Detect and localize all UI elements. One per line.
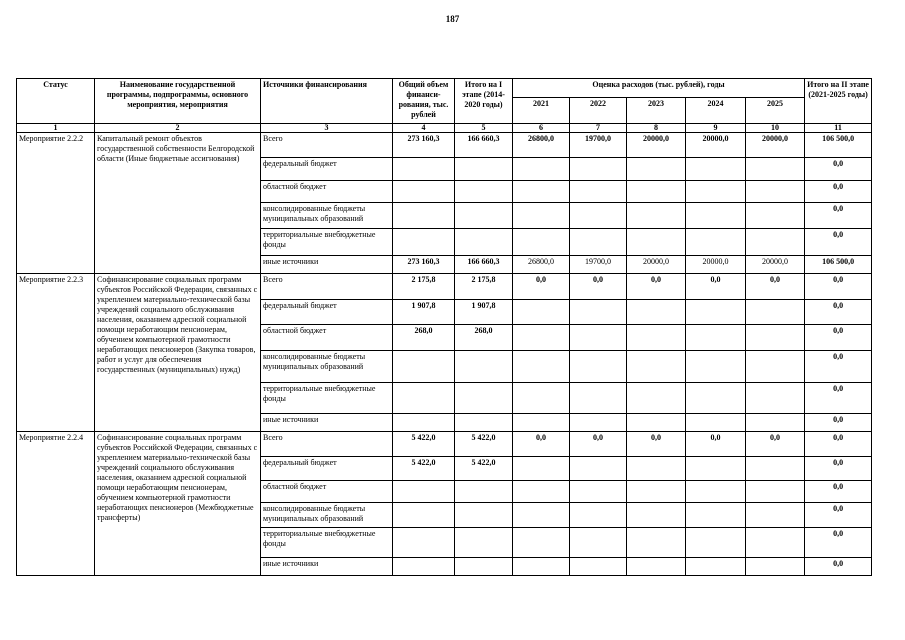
column-index: 1: [17, 124, 95, 133]
value-cell-y2025: [746, 528, 805, 558]
value-cell-y2021: [513, 181, 570, 203]
value-cell-y2022: [570, 351, 627, 383]
header-year-2022: 2022: [570, 98, 627, 124]
value-cell-y2021: 0,0: [513, 274, 570, 300]
value-cell-stage1: [455, 383, 513, 414]
source-cell: территориальные внебюджетные фонды: [261, 383, 393, 414]
value-cell-y2024: 20000,0: [686, 133, 746, 158]
value-cell-y2021: [513, 457, 570, 481]
status-cell: Мероприятие 2.2.2: [17, 133, 95, 274]
value-cell-y2023: [627, 457, 686, 481]
source-cell: областной бюджет: [261, 181, 393, 203]
value-cell-stage2: 0,0: [805, 325, 872, 351]
value-cell-y2022: [570, 481, 627, 503]
name-cell: Софинансирование социальных программ субъектов Российской Федерации, связанных с укреплением материально-технической базы учреждений социального обслуживания населения, оказанием адресной социальной помощи неработающим пенсионерам, обучением компьютерной грамотности неработающих пенсионеров (Закупка товаров, работ и услуг для обеспечения государственных (муниципальных) нужд): [95, 274, 261, 432]
value-cell-y2024: 20000,0: [686, 256, 746, 274]
value-cell-y2021: [513, 558, 570, 576]
header-year-2021: 2021: [513, 98, 570, 124]
value-cell-y2025: 20000,0: [746, 133, 805, 158]
budget-table: [16, 78, 872, 576]
value-cell-y2025: [746, 414, 805, 432]
column-index: 4: [393, 124, 455, 133]
value-cell-y2023: [627, 203, 686, 229]
header-total: Общий объем финанси-рования, тыс. рублей: [393, 79, 455, 124]
value-cell-y2022: [570, 158, 627, 181]
value-cell-total: 273 160,3: [393, 256, 455, 274]
value-cell-y2023: 20000,0: [627, 133, 686, 158]
value-cell-stage2: 0,0: [805, 414, 872, 432]
value-cell-total: [393, 503, 455, 528]
value-cell-stage1: [455, 528, 513, 558]
value-cell-y2025: [746, 203, 805, 229]
value-cell-y2024: [686, 383, 746, 414]
value-cell-y2022: [570, 503, 627, 528]
value-cell-stage2: 0,0: [805, 383, 872, 414]
value-cell-stage2: 0,0: [805, 300, 872, 325]
value-cell-y2024: [686, 158, 746, 181]
source-cell: федеральный бюджет: [261, 158, 393, 181]
value-cell-y2021: [513, 300, 570, 325]
value-cell-stage2: 0,0: [805, 158, 872, 181]
value-cell-y2022: [570, 300, 627, 325]
value-cell-stage1: [455, 503, 513, 528]
value-cell-y2023: [627, 325, 686, 351]
source-cell: иные источники: [261, 256, 393, 274]
source-cell: Всего: [261, 133, 393, 158]
value-cell-y2023: [627, 558, 686, 576]
value-cell-y2024: 0,0: [686, 274, 746, 300]
value-cell-stage2: 0,0: [805, 503, 872, 528]
value-cell-y2024: [686, 503, 746, 528]
value-cell-y2024: [686, 325, 746, 351]
value-cell-y2023: [627, 229, 686, 256]
column-index: 9: [686, 124, 746, 133]
value-cell-y2021: [513, 158, 570, 181]
value-cell-stage1: 166 660,3: [455, 133, 513, 158]
value-cell-y2021: [513, 351, 570, 383]
value-cell-y2024: [686, 528, 746, 558]
value-cell-stage1: 2 175,8: [455, 274, 513, 300]
source-cell: консолидированные бюджеты муниципальных образований: [261, 203, 393, 229]
column-index: 8: [627, 124, 686, 133]
value-cell-y2022: [570, 457, 627, 481]
table-row: [17, 432, 872, 457]
value-cell-total: [393, 203, 455, 229]
value-cell-stage1: [455, 414, 513, 432]
value-cell-stage2: 0,0: [805, 481, 872, 503]
value-cell-total: [393, 181, 455, 203]
source-cell: территориальные внебюджетные фонды: [261, 229, 393, 256]
value-cell-y2022: [570, 383, 627, 414]
value-cell-y2023: 0,0: [627, 274, 686, 300]
value-cell-stage1: 268,0: [455, 325, 513, 351]
column-index: 2: [95, 124, 261, 133]
value-cell-stage1: [455, 481, 513, 503]
value-cell-y2021: [513, 383, 570, 414]
value-cell-y2023: [627, 414, 686, 432]
value-cell-y2024: 0,0: [686, 432, 746, 457]
value-cell-y2024: [686, 203, 746, 229]
value-cell-y2025: [746, 300, 805, 325]
value-cell-y2024: [686, 414, 746, 432]
value-cell-total: [393, 158, 455, 181]
value-cell-stage2: 0,0: [805, 528, 872, 558]
value-cell-y2021: [513, 203, 570, 229]
value-cell-y2024: [686, 558, 746, 576]
value-cell-y2024: [686, 300, 746, 325]
column-index: 5: [455, 124, 513, 133]
header-source: Источники финансирования: [261, 79, 393, 124]
value-cell-y2022: [570, 558, 627, 576]
value-cell-stage2: 0,0: [805, 203, 872, 229]
value-cell-y2025: [746, 383, 805, 414]
header-estimate: Оценка расходов (тыс. рублей), годы: [513, 79, 805, 98]
value-cell-y2021: 26800,0: [513, 256, 570, 274]
value-cell-y2025: [746, 351, 805, 383]
value-cell-stage2: 106 500,0: [805, 256, 872, 274]
header-status: Статус: [17, 79, 95, 124]
column-index: 6: [513, 124, 570, 133]
value-cell-stage1: 166 660,3: [455, 256, 513, 274]
value-cell-y2023: [627, 181, 686, 203]
value-cell-y2025: 0,0: [746, 432, 805, 457]
value-cell-y2024: [686, 457, 746, 481]
source-cell: иные источники: [261, 558, 393, 576]
value-cell-stage2: 0,0: [805, 432, 872, 457]
value-cell-y2022: 0,0: [570, 432, 627, 457]
table-body: [17, 133, 872, 576]
page-number: 187: [445, 14, 460, 24]
value-cell-y2021: 26800,0: [513, 133, 570, 158]
column-index: 3: [261, 124, 393, 133]
value-cell-stage1: [455, 351, 513, 383]
value-cell-total: [393, 558, 455, 576]
value-cell-stage2: 0,0: [805, 181, 872, 203]
value-cell-y2022: 0,0: [570, 274, 627, 300]
value-cell-y2022: [570, 181, 627, 203]
value-cell-total: [393, 229, 455, 256]
header-name: Наименование государственной программы, подпрограммы, основного мероприятия, мероприятия: [95, 79, 261, 124]
value-cell-y2022: [570, 229, 627, 256]
value-cell-y2023: [627, 503, 686, 528]
value-cell-y2022: 19700,0: [570, 256, 627, 274]
value-cell-y2024: [686, 481, 746, 503]
value-cell-y2025: [746, 503, 805, 528]
value-cell-y2021: [513, 414, 570, 432]
value-cell-y2025: 0,0: [746, 274, 805, 300]
value-cell-y2021: [513, 481, 570, 503]
column-index-row: [17, 124, 872, 133]
value-cell-y2023: [627, 481, 686, 503]
source-cell: федеральный бюджет: [261, 457, 393, 481]
name-cell: Софинансирование социальных программ субъектов Российской Федерации, связанных с укреплением материально-технической базы учреждений социального обслуживания населения, оказанием адресной социальной помощи неработающим пенсионерам, обучением компьютерной грамотности неработающих пенсионеров (Межбюджетные трансферты): [95, 432, 261, 576]
value-cell-stage2: 106 500,0: [805, 133, 872, 158]
value-cell-stage1: [455, 181, 513, 203]
value-cell-stage1: [455, 158, 513, 181]
value-cell-y2025: [746, 229, 805, 256]
column-index: 11: [805, 124, 872, 133]
value-cell-total: [393, 383, 455, 414]
source-cell: Всего: [261, 274, 393, 300]
value-cell-total: [393, 528, 455, 558]
source-cell: иные источники: [261, 414, 393, 432]
value-cell-y2021: [513, 325, 570, 351]
value-cell-y2022: 19700,0: [570, 133, 627, 158]
value-cell-y2025: [746, 481, 805, 503]
value-cell-stage2: 0,0: [805, 457, 872, 481]
header-year-2023: 2023: [627, 98, 686, 124]
column-index: 7: [570, 124, 627, 133]
source-cell: Всего: [261, 432, 393, 457]
value-cell-stage1: [455, 558, 513, 576]
value-cell-stage1: 1 907,8: [455, 300, 513, 325]
table-row: [17, 274, 872, 300]
value-cell-y2025: [746, 457, 805, 481]
value-cell-y2023: [627, 351, 686, 383]
value-cell-y2023: [627, 528, 686, 558]
value-cell-total: 5 422,0: [393, 432, 455, 457]
table-row: [17, 133, 872, 158]
header-year-2024: 2024: [686, 98, 746, 124]
value-cell-y2021: [513, 503, 570, 528]
status-cell: Мероприятие 2.2.3: [17, 274, 95, 432]
value-cell-y2023: [627, 300, 686, 325]
value-cell-stage2: 0,0: [805, 351, 872, 383]
value-cell-total: [393, 351, 455, 383]
source-cell: областной бюджет: [261, 481, 393, 503]
value-cell-y2022: [570, 203, 627, 229]
name-cell: Капитальный ремонт объектов государственной собственности Белгородской области (Иные бюджетные ассигнования): [95, 133, 261, 274]
value-cell-y2022: [570, 414, 627, 432]
status-cell: Мероприятие 2.2.4: [17, 432, 95, 576]
value-cell-total: [393, 414, 455, 432]
value-cell-stage2: 0,0: [805, 274, 872, 300]
value-cell-y2024: [686, 229, 746, 256]
value-cell-total: 268,0: [393, 325, 455, 351]
source-cell: федеральный бюджет: [261, 300, 393, 325]
source-cell: областной бюджет: [261, 325, 393, 351]
value-cell-stage2: 0,0: [805, 558, 872, 576]
source-cell: консолидированные бюджеты муниципальных образований: [261, 503, 393, 528]
value-cell-y2023: 0,0: [627, 432, 686, 457]
value-cell-y2022: [570, 325, 627, 351]
source-cell: территориальные внебюджетные фонды: [261, 528, 393, 558]
header-year-2025: 2025: [746, 98, 805, 124]
value-cell-y2022: [570, 528, 627, 558]
value-cell-y2025: [746, 158, 805, 181]
value-cell-y2024: [686, 181, 746, 203]
value-cell-y2021: 0,0: [513, 432, 570, 457]
value-cell-y2021: [513, 528, 570, 558]
value-cell-y2025: [746, 181, 805, 203]
value-cell-total: [393, 481, 455, 503]
value-cell-total: 1 907,8: [393, 300, 455, 325]
source-cell: консолидированные бюджеты муниципальных образований: [261, 351, 393, 383]
value-cell-total: 2 175,8: [393, 274, 455, 300]
value-cell-stage1: 5 422,0: [455, 432, 513, 457]
value-cell-stage1: 5 422,0: [455, 457, 513, 481]
value-cell-y2023: [627, 383, 686, 414]
value-cell-y2023: 20000,0: [627, 256, 686, 274]
value-cell-y2025: [746, 558, 805, 576]
value-cell-y2024: [686, 351, 746, 383]
value-cell-stage2: 0,0: [805, 229, 872, 256]
column-index: 10: [746, 124, 805, 133]
value-cell-stage1: [455, 203, 513, 229]
value-cell-total: 5 422,0: [393, 457, 455, 481]
value-cell-y2021: [513, 229, 570, 256]
value-cell-y2023: [627, 158, 686, 181]
value-cell-stage1: [455, 229, 513, 256]
value-cell-y2025: [746, 325, 805, 351]
header-stage1: Итого на I этапе (2014-2020 годы): [455, 79, 513, 124]
header-stage2: Итого на II этапе (2021-2025 годы): [805, 79, 872, 124]
value-cell-y2025: 20000,0: [746, 256, 805, 274]
value-cell-total: 273 160,3: [393, 133, 455, 158]
